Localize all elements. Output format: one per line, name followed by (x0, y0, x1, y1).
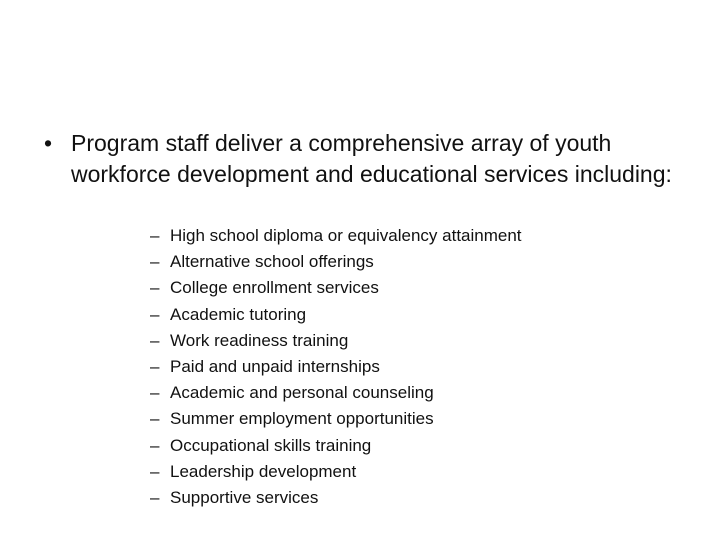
dash-marker: – (150, 278, 160, 298)
list-item-text: Paid and unpaid internships (170, 357, 380, 377)
list-item (150, 275, 522, 301)
dash-marker: – (150, 409, 160, 429)
list-item-text: Supportive services (170, 488, 319, 508)
list-item-text: College enrollment services (170, 278, 379, 298)
list-item (150, 380, 522, 406)
list-item (150, 406, 522, 432)
dash-marker: – (150, 357, 160, 377)
list-item-text: Academic and personal counseling (170, 383, 434, 403)
dash-marker: – (150, 383, 160, 403)
list-item-text: Alternative school offerings (170, 252, 374, 272)
list-item (150, 433, 522, 459)
dash-marker: – (150, 488, 160, 508)
dash-marker: – (150, 226, 160, 245)
dash-marker: – (150, 304, 160, 324)
main-bullet (44, 128, 694, 190)
list-item-text: Leadership development (170, 461, 357, 481)
list-item (150, 302, 522, 328)
list-item-text: High school diploma or equivalency attainment (170, 226, 522, 245)
dash-marker: – (150, 461, 160, 481)
dash-marker: – (150, 435, 160, 455)
list-item (150, 354, 522, 380)
bullet-marker: • (44, 130, 53, 156)
dash-marker: – (150, 330, 160, 350)
list-item-text: Occupational skills training (170, 435, 372, 455)
list-item-text: Summer employment opportunities (170, 409, 434, 429)
list-item (150, 223, 522, 249)
main-bullet-text: Program staff deliver a comprehensive array of youth workforce development and educational services including: (71, 130, 672, 187)
list-item-text: Work readiness training (170, 330, 349, 350)
list-item-text: Academic tutoring (170, 304, 307, 324)
dash-marker: – (150, 252, 160, 272)
list-item (150, 485, 522, 511)
list-item (150, 459, 522, 485)
list-item (150, 328, 522, 354)
list-item (150, 249, 522, 275)
services-list (150, 223, 522, 511)
